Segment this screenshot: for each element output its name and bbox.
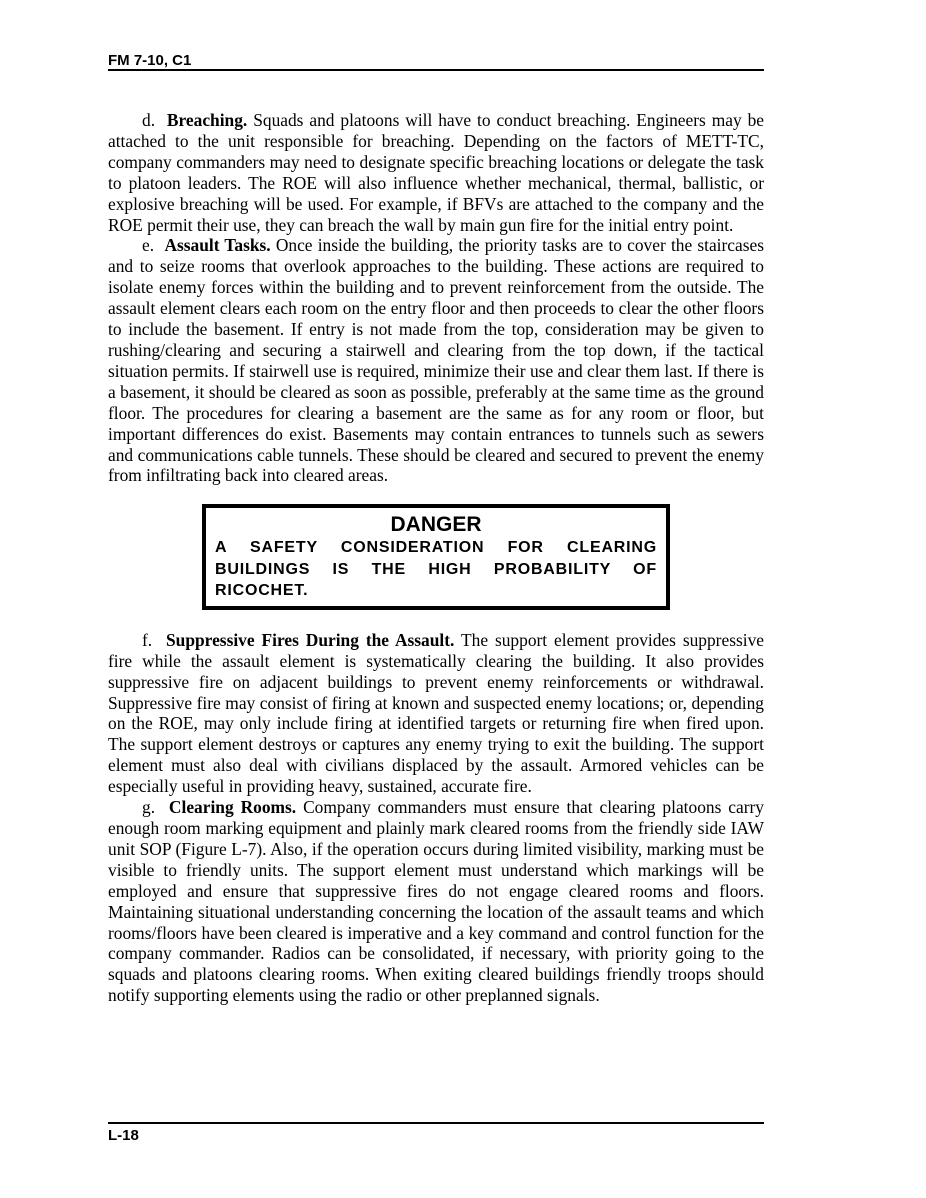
paragraph-suppressive-fires — [108, 630, 764, 797]
danger-title: DANGER — [390, 513, 482, 537]
paragraph-text: Once inside the building, the priority tasks are to cover the staircases and to seize rooms that overlook approaches to the building. These actions are required to isolate enemy forces within the building and to prevent reinforcement from the outside. The assault element clears each room on the entry floor and then proceeds to clear the other floors to include the basement. If entry is not made from the top, consideration may be given to rushing/clearing and securing a stairwell and clearing from the top down, if the tactical situation permits. If stairwell use is required, minimize their use and clear them last. If there is a basement, it should be cleared as soon as possible, preferably at the same time as the ground floor. The procedures for clearing a basement are the same as for any room or floor, but important differences do exist. Basements may contain entrances to tunnels such as sewers and communications cable tunnels. These should be cleared and secured to prevent the enemy from infiltrating back into cleared areas. — [108, 235, 764, 486]
paragraph-title: Assault Tasks. — [164, 235, 271, 256]
danger-text: A SAFETY CONSIDERATION FOR CLEARING BUILDINGS IS THE HIGH PROBABILITY OF RICOCHET. — [215, 539, 657, 600]
paragraph-marker: e. — [142, 235, 155, 256]
paragraph-clearing-rooms — [108, 797, 764, 1006]
header-rule — [108, 69, 764, 71]
page-number: L-18 — [108, 1127, 139, 1144]
paragraph-text: Company commanders must ensure that clearing platoons carry enough room marking equipment and plainly mark cleared rooms from the friendly side IAW unit SOP (Figure L-7). Also, if the operation occurs during limited visibility, marking must be visible to friendly units. The support element must understand which markings will be employed and ensure that suppressive fires do not engage cleared rooms and floors. Maintaining situational understanding concerning the location of the assault teams and which rooms/floors have been cleared is imperative and a key command and control function for the company commander. Radios can be consolidated, if necessary, with priority going to the squads and platoons clearing rooms. When exiting cleared buildings friendly troops should notify supporting elements using the radio or other preplanned signals. — [108, 797, 765, 1006]
paragraph-title: Breaching. — [166, 110, 248, 130]
paragraph-marker: f. — [142, 629, 153, 650]
paragraph-text: The support element provides suppressive fire while the assault element is systematically clearing the building. It also provides suppressive fire on adjacent buildings to prevent enemy reinforcements or withdrawal. Suppressive fire may consist of firing at known and suspected enemy locations; or, depending on the ROE, may only include firing at identified targets or returning fire when fired upon. The support element destroys or captures any enemy trying to exit the building. The support element must also deal with civilians displaced by the assault. Armored vehicles can be especially useful in providing heavy, sustained, accurate fire. — [108, 629, 764, 797]
paragraph-marker: g. — [142, 797, 156, 818]
paragraph-marker: d. — [142, 110, 156, 130]
paragraph-title: Clearing Rooms. — [168, 797, 297, 818]
body-text — [108, 110, 764, 1006]
paragraph-breaching — [108, 110, 764, 235]
paragraph-assault-tasks — [108, 235, 764, 486]
page-header-label: FM 7-10, C1 — [108, 52, 192, 69]
paragraph-text: Squads and platoons will have to conduct breaching. Engineers may be attached to the unit responsible for breaching. Depending on the factors of METT-TC, company commanders may need to designate specific breaching locations or delegate the task to platoon leaders. The ROE will also influence whether mechanical, thermal, ballistic, or explosive breaching will be used. For example, if BFVs are attached to the company and the ROE permit their use, they can breach the wall by main gun fire for the initial entry point. — [108, 110, 764, 235]
danger-box — [202, 504, 670, 610]
paragraph-title: Suppressive Fires During the Assault. — [165, 629, 455, 650]
footer-rule — [108, 1122, 764, 1124]
